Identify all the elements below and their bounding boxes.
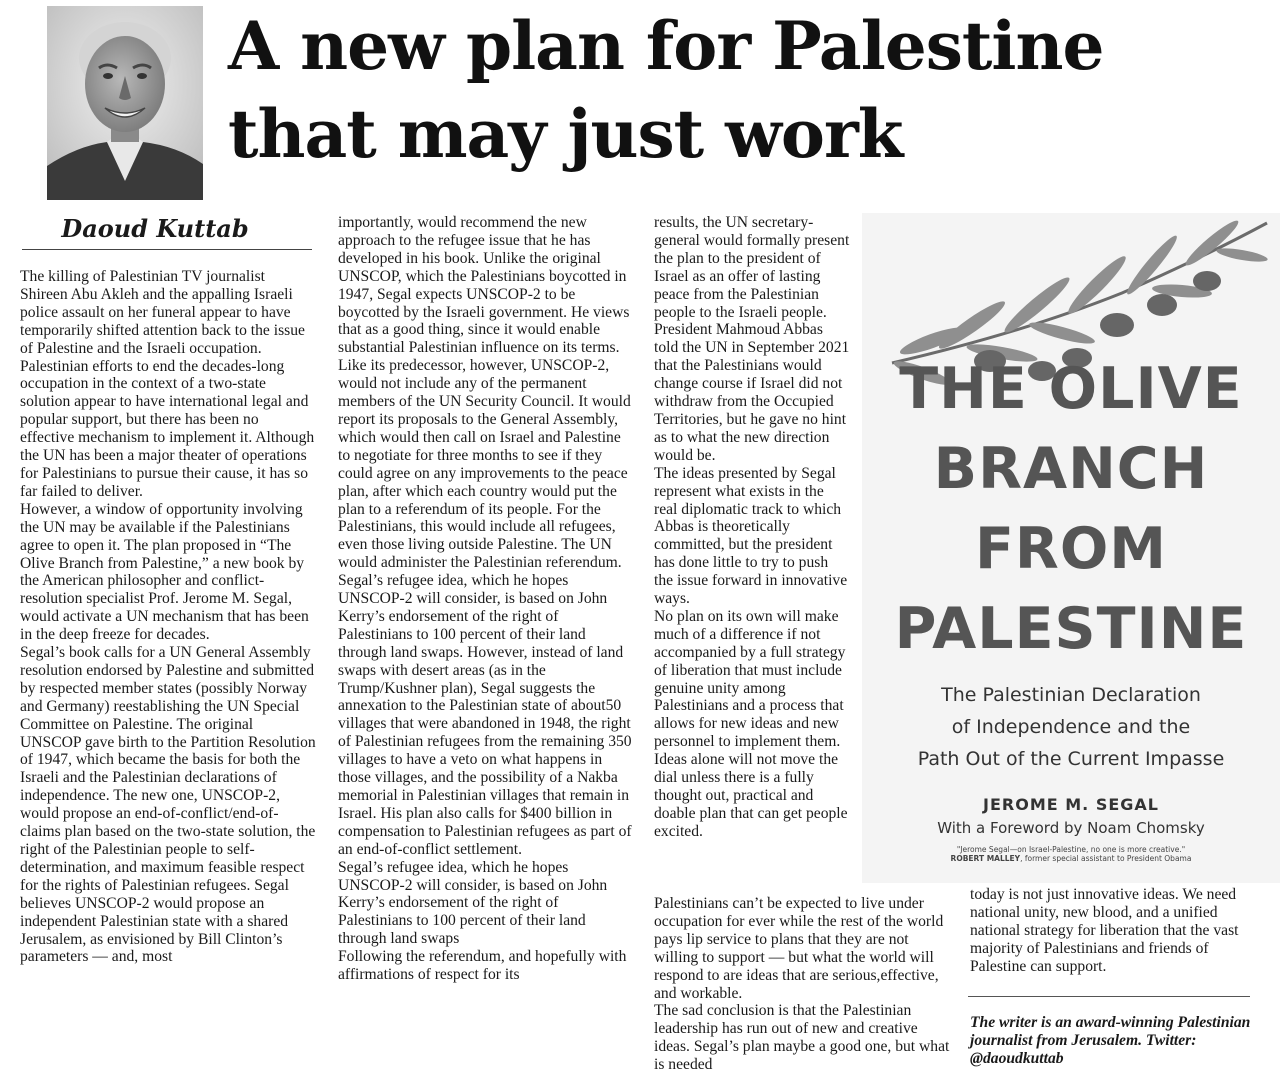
paragraph: Palestinians can’t be expected to live under occupation for ever while the rest of the world pays lip service to plans that they are not willing to support — but what the world will respond to are ideas that are serious,effective, and workable. xyxy=(654,895,944,1002)
book-title-line: THE OLIVE xyxy=(899,356,1243,422)
paragraph: However, a window of opportunity involving the UN may be available if the Palestinians agree to open it. The plan proposed in “The Olive Branch from Palestine,” a new book by the American philosopher and conflict-resolution specialist Prof. Jerome M. Segal, would activate a UN mechanism that has been in the deep freeze for decades. xyxy=(20,500,309,644)
blurb-source-name: ROBERT MALLEY xyxy=(950,854,1021,863)
paragraph: No plan on its own will make much of a difference if not accompanied by a full strategy of liberation that must include genuine unity among Palestinians and a process that allows for new ideas and new personnel to implement them. Ideas alone will not move the dial unless there is a fully thought out, practical and doable plan that can get people excited. xyxy=(654,607,848,840)
book-author: JEROME M. SEGAL xyxy=(983,795,1159,814)
author-bio: The writer is an award-winning Palestinian journalist from Jerusalem. Twitter: @daoudkuttab xyxy=(970,1014,1251,1067)
author-portrait-icon xyxy=(47,6,203,200)
book-title-line: PALESTINE xyxy=(894,596,1248,662)
headline-line-2: that may just work xyxy=(228,95,903,173)
bio-divider xyxy=(968,996,1250,997)
blurb-quote: "Jerome Segal—on Israel-Palestine, no one is more creative." xyxy=(956,845,1186,854)
book-cover xyxy=(862,213,1280,883)
article-column-1 xyxy=(20,268,316,966)
paragraph: Following the referendum, and hopefully with affirmations of respect for its xyxy=(338,948,627,984)
book-subtitle-line: Path Out of the Current Impasse xyxy=(917,748,1225,770)
paragraph: importantly, would recommend the new approach to the refugee issue that he has developed in his book. Unlike the original UNSCOP, which the Palestinians boycotted in 1947, Segal expects UNSCOP-2 to be boycotted by the Israeli government. He views that as a good thing, since it would enable substantial Palestinian influence on its terms. Like its predecessor, however, UNSCOP-2, would not include any of the permanent members of the UN Security Council. It would report its proposals to the General Assembly, which would then call on Israel and Palestine to negotiate for three months to see if they could agree on any improvements to the peace plan, after which each country would put the plan to a referendum of its people. For the Palestinians, this would include all refugees, even those living outside Palestine. The UN would administer the Palestinian referendum. xyxy=(338,214,631,572)
headline xyxy=(228,2,1278,178)
article-column-2 xyxy=(338,214,634,984)
paragraph: Palestinian efforts to end the decades-long occupation in the context of a two-state solution appear to have international legal and popular support, but there has been no effective mechanism to implement it. Although the UN has been a major theater of operations for Palestinians to pursue their cause, it has so far failed to deliver. xyxy=(20,357,315,500)
paragraph: Segal’s book calls for a UN General Assembly resolution endorsed by Palestine and submitted by respected member states (possibly Norway and Germany) reestablishing the UN Special Committee on Palestine. The original UNSCOP gave birth to the Partition Resolution of 1947, which became the basis for both the Israeli and the Palestinian declarations of independence. The new one, UNSCOP-2, would propose an end-of-conflict/end-of-claims plan based on the two-state solution, the right of the Palestinian people to self-determination, and maximum feasible respect for the rights of Palestinian refugees. Segal believes UNSCOP-2 would propose an independent Palestinian state with a shared Jerusalem, as envisioned by Bill Clinton’s parameters — and, most xyxy=(20,644,316,966)
paragraph: The killing of Palestinian TV journalist Shireen Abu Akleh and the appalling Israeli police assault on her funeral appear to have temporarily shifted attention back to the issue of Palestine and the Israeli occupation. xyxy=(20,268,305,357)
paragraph: today is not just innovative ideas. We need national unity, new blood, and a unified national strategy for liberation that the vast majority of Palestinians and friends of Palestine can support. xyxy=(970,886,1239,975)
book-subtitle-line: of Independence and the xyxy=(951,716,1191,738)
paragraph: results, the UN secretary-general would formally present the plan to the president of Israel as an offer of lasting peace from the Palestinian people to the Israeli people. xyxy=(654,214,850,321)
book-title-line: FROM xyxy=(974,516,1167,582)
author-photo xyxy=(47,6,203,200)
article-column-3-lower xyxy=(654,895,950,1074)
byline-divider xyxy=(22,249,312,250)
paragraph: The sad conclusion is that the Palestinian leadership has run out of new and creative ideas. Segal’s plan maybe a good one, but what is needed xyxy=(654,1002,950,1074)
blurb-source-role: , former special assistant to President Obama xyxy=(1020,854,1192,863)
book-title xyxy=(862,349,1280,669)
book-subtitle-line: The Palestinian Declaration xyxy=(941,684,1201,706)
book-blurb xyxy=(862,845,1280,863)
paragraph: Segal’s refugee idea, which he hopes UNSCOP-2 will consider, is based on John Kerry’s endorsement of the right of Palestinians to 100 percent of their land through land swaps. However, instead of land swaps with desert areas (as in the Trump/Kushner plan), Segal suggests the annexation to the Palestinian state of about50 villages that were abandoned in 1948, the right of Palestinian refugees from the remaining 350 villages to have a veto on what happens in those villages, and the possibility of a Nakba memorial in Palestinian villages that remain in Israel. His plan also calls for $400 billion in compensation to Palestinian refugees as part of an end-of-conflict settlement. xyxy=(338,572,632,858)
paragraph: President Mahmoud Abbas told the UN in September 2021 that the Palestinians would change course if Israel did not withdraw from the Occupied Territories, but he gave no hint as to what the new direction would be. xyxy=(654,321,850,464)
byline: Daoud Kuttab xyxy=(61,214,249,243)
book-subtitle xyxy=(882,679,1260,775)
article-column-3-upper xyxy=(654,214,850,841)
paragraph: Segal’s refugee idea, which he hopes UNSCOP-2 will consider, is based on John Kerry’s endorsement of the right of Palestinians to 100 percent of their land through land swaps xyxy=(338,858,608,948)
blurb-source xyxy=(862,854,1280,863)
book-foreword: With a Foreword by Noam Chomsky xyxy=(937,819,1205,837)
article-column-4 xyxy=(970,886,1266,976)
headline-line-1: A new plan for Palestine xyxy=(228,7,1104,85)
paragraph: The ideas presented by Segal represent what exists in the real diplomatic track to which Abbas is theoretically committed, but the president has done little to try to push the issue forward in innovative ways. xyxy=(654,464,848,608)
book-title-line: BRANCH xyxy=(933,436,1209,502)
